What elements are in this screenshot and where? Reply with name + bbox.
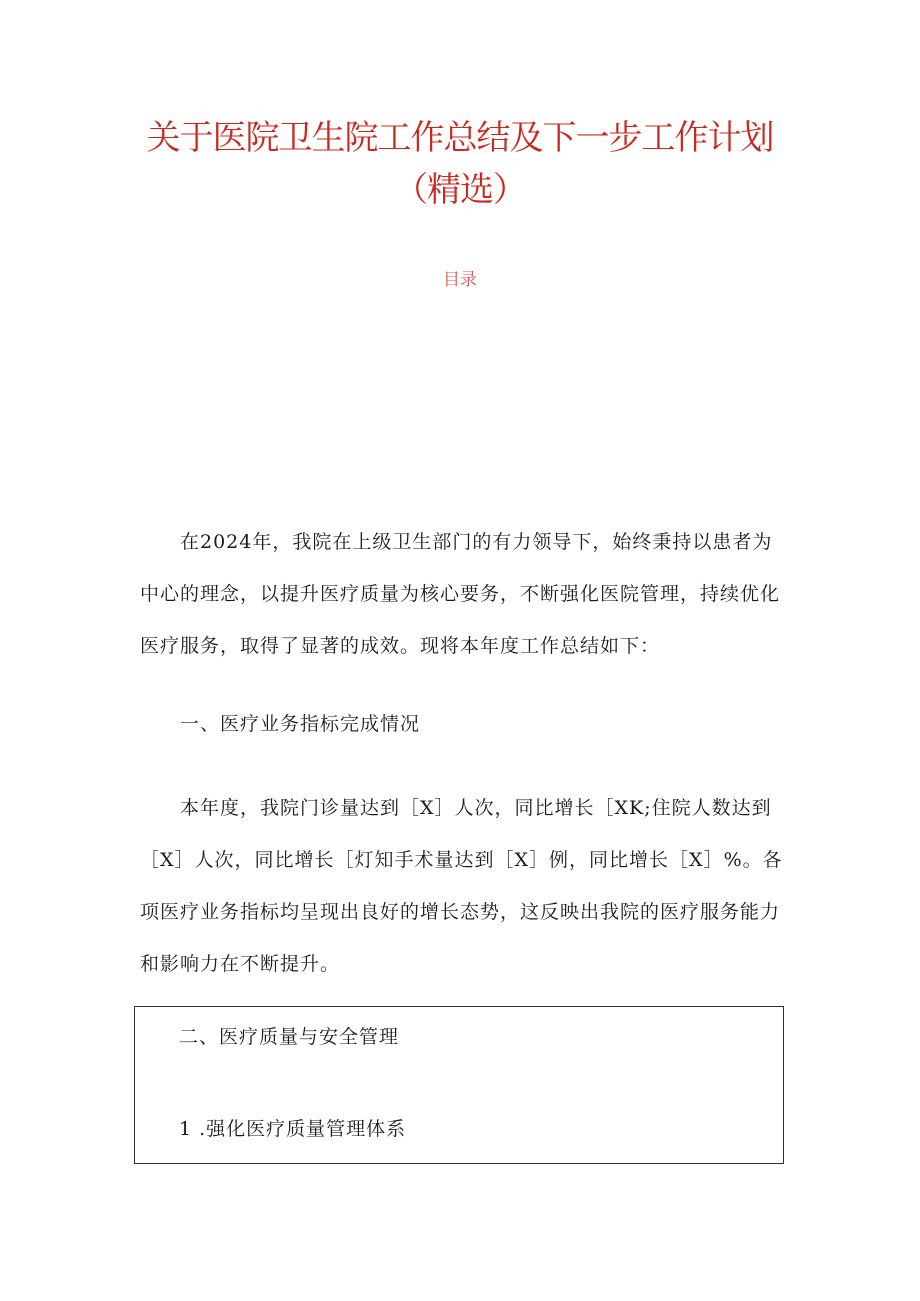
section-1-heading: 一、医疗业务指标完成情况 bbox=[180, 713, 421, 735]
toc-label: 目录 bbox=[443, 270, 477, 290]
section-2-box bbox=[134, 1006, 784, 1164]
section-1-body: 本年度，我院门诊量达到［X］人次，同比增长［XK;住院人数达到［X］人次，同比增长［灯知手术量达到［X］例，同比增长［X］%。各项医疗业务指标均呈现出良好的增长态势，这反映出我院的医疗服务能力和影响力在不断提升。 bbox=[140, 797, 783, 975]
document-title: 关于医院卫生院工作总结及下一步工作计划（精选） bbox=[146, 118, 774, 210]
section-2-heading: 二、医疗质量与安全管理 bbox=[179, 1026, 400, 1048]
section-2-subheading: 1 .强化医疗质量管理体系 bbox=[179, 1118, 407, 1140]
intro-paragraph: 在2024年，我院在上级卫生部门的有力领导下，始终秉持以患者为中心的理念，以提升医疗质量为核心要务，不断强化医院管理，持续优化医疗服务，取得了显著的成效。现将本年度工作总结如下： bbox=[140, 531, 781, 657]
